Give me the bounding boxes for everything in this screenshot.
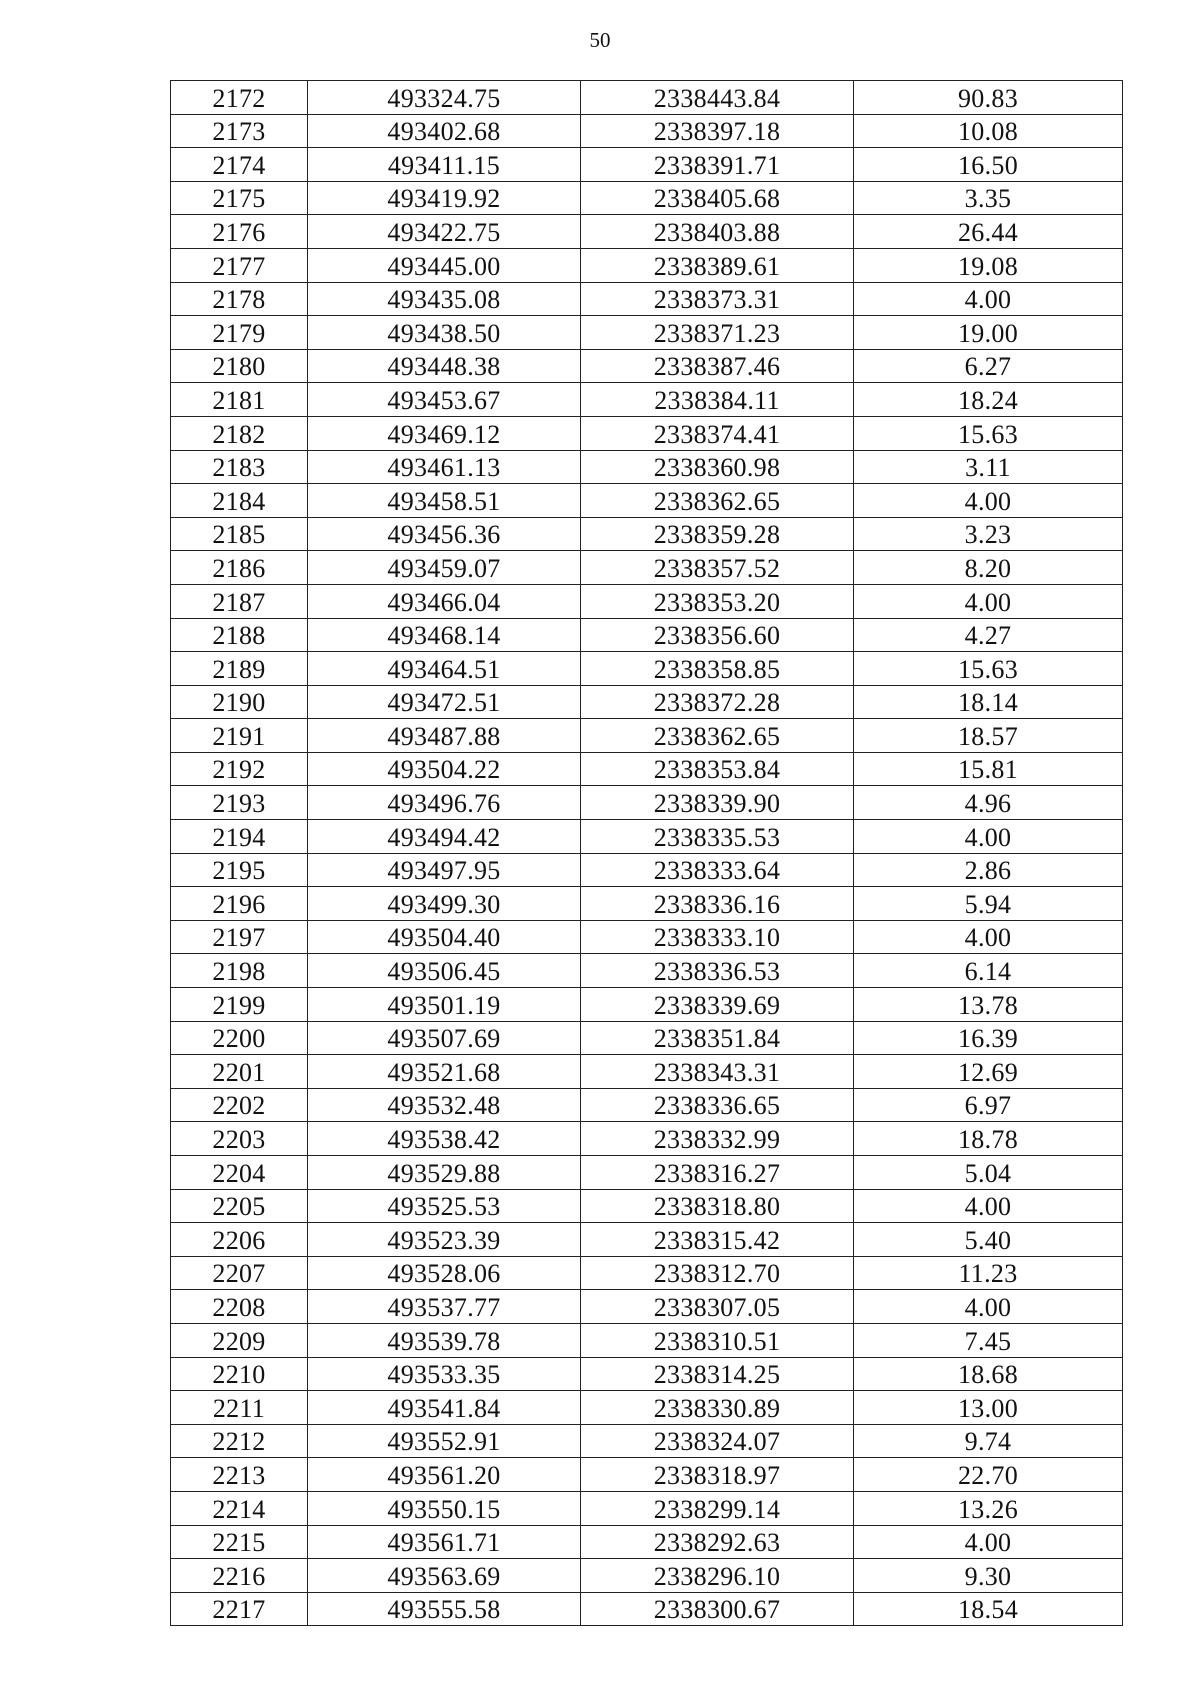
point-number-cell: 2187 [171,584,308,618]
x-coordinate-cell: 493496.76 [308,786,581,820]
y-coordinate-cell: 2338356.60 [581,618,854,652]
y-coordinate-cell: 2338373.31 [581,282,854,316]
distance-cell: 2.86 [854,853,1123,887]
point-number-cell: 2189 [171,652,308,686]
x-coordinate-cell: 493468.14 [308,618,581,652]
y-coordinate-cell: 2338359.28 [581,517,854,551]
point-number-cell: 2217 [171,1592,308,1626]
x-coordinate-cell: 493537.77 [308,1290,581,1324]
table-row [171,920,1123,954]
distance-cell: 4.00 [854,484,1123,518]
point-number-cell: 2201 [171,1055,308,1089]
x-coordinate-cell: 493411.15 [308,148,581,182]
x-coordinate-cell: 493494.42 [308,820,581,854]
y-coordinate-cell: 2338343.31 [581,1055,854,1089]
point-number-cell: 2182 [171,416,308,450]
distance-cell: 3.11 [854,450,1123,484]
distance-cell: 19.00 [854,316,1123,350]
distance-cell: 13.78 [854,988,1123,1022]
distance-cell: 18.54 [854,1592,1123,1626]
table-row [171,1122,1123,1156]
point-number-cell: 2209 [171,1323,308,1357]
table-row [171,786,1123,820]
point-number-cell: 2192 [171,752,308,786]
x-coordinate-cell: 493507.69 [308,1021,581,1055]
point-number-cell: 2185 [171,517,308,551]
y-coordinate-cell: 2338315.42 [581,1223,854,1257]
distance-cell: 15.63 [854,416,1123,450]
table-row [171,349,1123,383]
table-row [171,81,1123,115]
distance-cell: 7.45 [854,1323,1123,1357]
y-coordinate-cell: 2338318.97 [581,1458,854,1492]
y-coordinate-cell: 2338324.07 [581,1424,854,1458]
y-coordinate-cell: 2338362.65 [581,719,854,753]
table-row [171,248,1123,282]
x-coordinate-cell: 493461.13 [308,450,581,484]
x-coordinate-cell: 493497.95 [308,853,581,887]
x-coordinate-cell: 493561.71 [308,1525,581,1559]
y-coordinate-cell: 2338374.41 [581,416,854,450]
y-coordinate-cell: 2338339.90 [581,786,854,820]
point-number-cell: 2211 [171,1391,308,1425]
y-coordinate-cell: 2338333.64 [581,853,854,887]
y-coordinate-cell: 2338371.23 [581,316,854,350]
y-coordinate-cell: 2338351.84 [581,1021,854,1055]
y-coordinate-cell: 2338405.68 [581,181,854,215]
distance-cell: 16.50 [854,148,1123,182]
table-row [171,1525,1123,1559]
y-coordinate-cell: 2338314.25 [581,1357,854,1391]
distance-cell: 5.94 [854,887,1123,921]
x-coordinate-cell: 493499.30 [308,887,581,921]
distance-cell: 18.14 [854,685,1123,719]
table-row [171,887,1123,921]
point-number-cell: 2191 [171,719,308,753]
table-row [171,719,1123,753]
distance-cell: 5.40 [854,1223,1123,1257]
table-row [171,1391,1123,1425]
point-number-cell: 2172 [171,81,308,115]
distance-cell: 6.14 [854,954,1123,988]
table-row [171,853,1123,887]
distance-cell: 13.00 [854,1391,1123,1425]
point-number-cell: 2190 [171,685,308,719]
x-coordinate-cell: 493550.15 [308,1491,581,1525]
table-row [171,752,1123,786]
distance-cell: 16.39 [854,1021,1123,1055]
x-coordinate-cell: 493504.40 [308,920,581,954]
table-row [171,517,1123,551]
x-coordinate-cell: 493422.75 [308,215,581,249]
y-coordinate-cell: 2338384.11 [581,383,854,417]
table-row [171,618,1123,652]
point-number-cell: 2197 [171,920,308,954]
point-number-cell: 2188 [171,618,308,652]
x-coordinate-cell: 493445.00 [308,248,581,282]
table-row [171,1559,1123,1593]
table-row [171,1189,1123,1223]
point-number-cell: 2214 [171,1491,308,1525]
x-coordinate-cell: 493466.04 [308,584,581,618]
x-coordinate-cell: 493501.19 [308,988,581,1022]
point-number-cell: 2203 [171,1122,308,1156]
table-row [171,450,1123,484]
y-coordinate-cell: 2338362.65 [581,484,854,518]
table-row [171,584,1123,618]
distance-cell: 90.83 [854,81,1123,115]
table-row [171,383,1123,417]
point-number-cell: 2213 [171,1458,308,1492]
point-number-cell: 2195 [171,853,308,887]
distance-cell: 4.00 [854,282,1123,316]
distance-cell: 12.69 [854,1055,1123,1089]
table-row [171,215,1123,249]
y-coordinate-cell: 2338292.63 [581,1525,854,1559]
table-row [171,954,1123,988]
table-row [171,685,1123,719]
table-row [171,1357,1123,1391]
table-row [171,988,1123,1022]
point-number-cell: 2193 [171,786,308,820]
point-number-cell: 2216 [171,1559,308,1593]
distance-cell: 5.04 [854,1156,1123,1190]
table-row [171,1323,1123,1357]
y-coordinate-cell: 2338391.71 [581,148,854,182]
y-coordinate-cell: 2338336.65 [581,1088,854,1122]
point-number-cell: 2204 [171,1156,308,1190]
x-coordinate-cell: 493324.75 [308,81,581,115]
table-row [171,1290,1123,1324]
point-number-cell: 2198 [171,954,308,988]
x-coordinate-cell: 493539.78 [308,1323,581,1357]
distance-cell: 8.20 [854,551,1123,585]
x-coordinate-cell: 493529.88 [308,1156,581,1190]
x-coordinate-cell: 493458.51 [308,484,581,518]
table-row [171,181,1123,215]
y-coordinate-cell: 2338357.52 [581,551,854,585]
y-coordinate-cell: 2338333.10 [581,920,854,954]
distance-cell: 18.57 [854,719,1123,753]
y-coordinate-cell: 2338358.85 [581,652,854,686]
distance-cell: 19.08 [854,248,1123,282]
distance-cell: 10.08 [854,114,1123,148]
point-number-cell: 2212 [171,1424,308,1458]
y-coordinate-cell: 2338332.99 [581,1122,854,1156]
point-number-cell: 2208 [171,1290,308,1324]
y-coordinate-cell: 2338389.61 [581,248,854,282]
y-coordinate-cell: 2338353.84 [581,752,854,786]
distance-cell: 11.23 [854,1256,1123,1290]
y-coordinate-cell: 2338353.20 [581,584,854,618]
table-row [171,1592,1123,1626]
distance-cell: 4.00 [854,820,1123,854]
table-row [171,652,1123,686]
y-coordinate-cell: 2338330.89 [581,1391,854,1425]
x-coordinate-cell: 493521.68 [308,1055,581,1089]
y-coordinate-cell: 2338307.05 [581,1290,854,1324]
y-coordinate-cell: 2338300.67 [581,1592,854,1626]
x-coordinate-cell: 493464.51 [308,652,581,686]
point-number-cell: 2196 [171,887,308,921]
x-coordinate-cell: 493472.51 [308,685,581,719]
distance-cell: 4.00 [854,1189,1123,1223]
table-row [171,1055,1123,1089]
distance-cell: 15.63 [854,652,1123,686]
table-row [171,416,1123,450]
x-coordinate-cell: 493419.92 [308,181,581,215]
distance-cell: 3.23 [854,517,1123,551]
table-row [171,1458,1123,1492]
table-row [171,820,1123,854]
point-number-cell: 2215 [171,1525,308,1559]
x-coordinate-cell: 493555.58 [308,1592,581,1626]
y-coordinate-cell: 2338316.27 [581,1156,854,1190]
point-number-cell: 2181 [171,383,308,417]
point-number-cell: 2207 [171,1256,308,1290]
point-number-cell: 2194 [171,820,308,854]
point-number-cell: 2178 [171,282,308,316]
point-number-cell: 2210 [171,1357,308,1391]
x-coordinate-cell: 493541.84 [308,1391,581,1425]
distance-cell: 6.97 [854,1088,1123,1122]
x-coordinate-cell: 493435.08 [308,282,581,316]
point-number-cell: 2200 [171,1021,308,1055]
distance-cell: 15.81 [854,752,1123,786]
point-number-cell: 2202 [171,1088,308,1122]
table-row [171,114,1123,148]
x-coordinate-cell: 493402.68 [308,114,581,148]
distance-cell: 4.00 [854,920,1123,954]
x-coordinate-cell: 493506.45 [308,954,581,988]
point-number-cell: 2184 [171,484,308,518]
coordinates-table [170,80,1123,1626]
point-number-cell: 2186 [171,551,308,585]
table-row [171,551,1123,585]
point-number-cell: 2183 [171,450,308,484]
point-number-cell: 2176 [171,215,308,249]
x-coordinate-cell: 493448.38 [308,349,581,383]
distance-cell: 4.96 [854,786,1123,820]
point-number-cell: 2180 [171,349,308,383]
y-coordinate-cell: 2338397.18 [581,114,854,148]
table-row [171,1223,1123,1257]
x-coordinate-cell: 493459.07 [308,551,581,585]
x-coordinate-cell: 493504.22 [308,752,581,786]
table-row [171,1424,1123,1458]
table-row [171,1156,1123,1190]
x-coordinate-cell: 493456.36 [308,517,581,551]
y-coordinate-cell: 2338360.98 [581,450,854,484]
y-coordinate-cell: 2338336.53 [581,954,854,988]
y-coordinate-cell: 2338299.14 [581,1491,854,1525]
y-coordinate-cell: 2338312.70 [581,1256,854,1290]
x-coordinate-cell: 493528.06 [308,1256,581,1290]
table-row [171,484,1123,518]
table-row [171,316,1123,350]
y-coordinate-cell: 2338296.10 [581,1559,854,1593]
point-number-cell: 2206 [171,1223,308,1257]
distance-cell: 18.68 [854,1357,1123,1391]
distance-cell: 26.44 [854,215,1123,249]
distance-cell: 4.00 [854,584,1123,618]
distance-cell: 3.35 [854,181,1123,215]
x-coordinate-cell: 493487.88 [308,719,581,753]
table-row [171,1088,1123,1122]
table-row [171,1256,1123,1290]
x-coordinate-cell: 493525.53 [308,1189,581,1223]
x-coordinate-cell: 493552.91 [308,1424,581,1458]
point-number-cell: 2174 [171,148,308,182]
x-coordinate-cell: 493561.20 [308,1458,581,1492]
point-number-cell: 2179 [171,316,308,350]
y-coordinate-cell: 2338310.51 [581,1323,854,1357]
page-number: 50 [589,28,611,52]
distance-cell: 4.00 [854,1525,1123,1559]
table-row [171,1491,1123,1525]
point-number-cell: 2175 [171,181,308,215]
y-coordinate-cell: 2338318.80 [581,1189,854,1223]
point-number-cell: 2205 [171,1189,308,1223]
table-row [171,282,1123,316]
y-coordinate-cell: 2338387.46 [581,349,854,383]
x-coordinate-cell: 493453.67 [308,383,581,417]
x-coordinate-cell: 493523.39 [308,1223,581,1257]
distance-cell: 9.74 [854,1424,1123,1458]
distance-cell: 4.00 [854,1290,1123,1324]
distance-cell: 6.27 [854,349,1123,383]
distance-cell: 18.78 [854,1122,1123,1156]
y-coordinate-cell: 2338372.28 [581,685,854,719]
y-coordinate-cell: 2338403.88 [581,215,854,249]
distance-cell: 9.30 [854,1559,1123,1593]
y-coordinate-cell: 2338336.16 [581,887,854,921]
point-number-cell: 2199 [171,988,308,1022]
table-row [171,1021,1123,1055]
x-coordinate-cell: 493438.50 [308,316,581,350]
table-row [171,148,1123,182]
x-coordinate-cell: 493469.12 [308,416,581,450]
x-coordinate-cell: 493532.48 [308,1088,581,1122]
y-coordinate-cell: 2338443.84 [581,81,854,115]
point-number-cell: 2177 [171,248,308,282]
y-coordinate-cell: 2338339.69 [581,988,854,1022]
distance-cell: 18.24 [854,383,1123,417]
x-coordinate-cell: 493533.35 [308,1357,581,1391]
y-coordinate-cell: 2338335.53 [581,820,854,854]
distance-cell: 13.26 [854,1491,1123,1525]
x-coordinate-cell: 493563.69 [308,1559,581,1593]
distance-cell: 22.70 [854,1458,1123,1492]
point-number-cell: 2173 [171,114,308,148]
x-coordinate-cell: 493538.42 [308,1122,581,1156]
table-body [171,81,1123,1626]
distance-cell: 4.27 [854,618,1123,652]
